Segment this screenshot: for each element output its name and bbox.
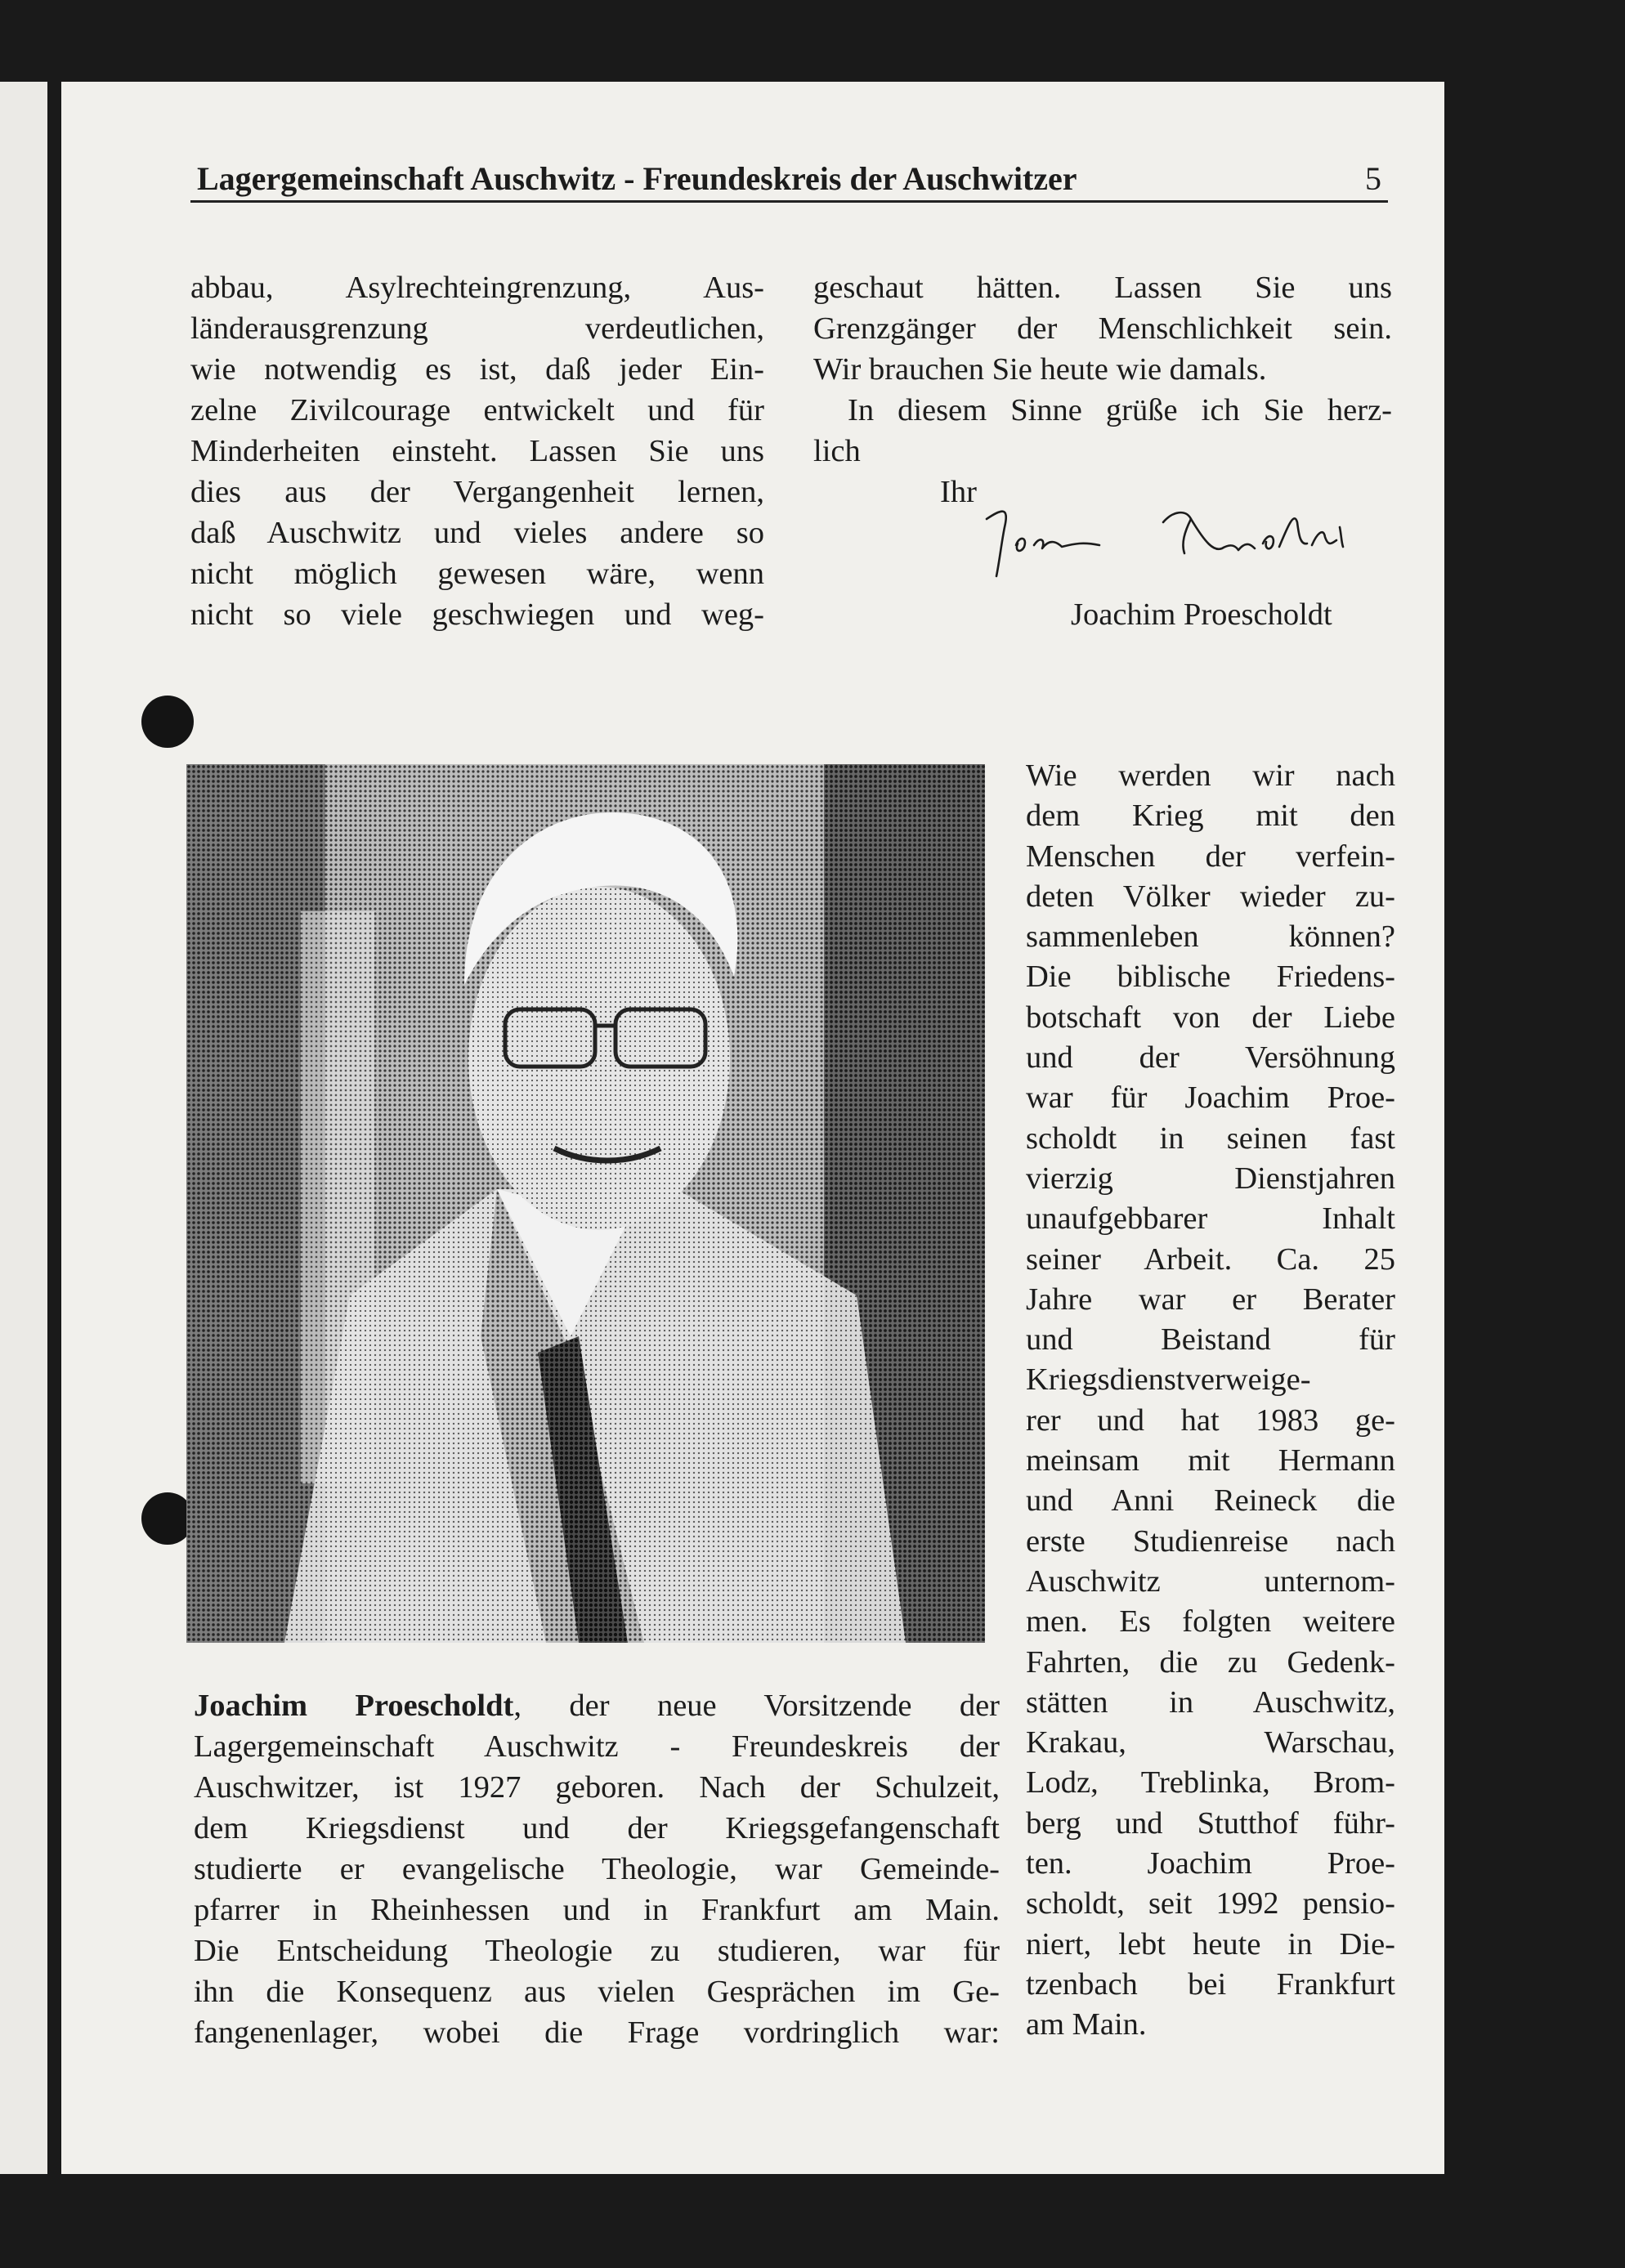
text-line: Jahre war er Berater xyxy=(1026,1282,1395,1317)
text-line: dies aus der Vergangenheit lernen, xyxy=(190,475,764,509)
text-line: länderausgrenzung verdeutlichen, xyxy=(190,311,764,346)
text-line: Die biblische Friedens- xyxy=(1026,960,1395,995)
text-line: lich xyxy=(813,434,861,468)
caption-first-line xyxy=(194,1686,1000,1727)
punch-hole xyxy=(141,696,194,748)
text-line: geschaut hätten. Lassen Sie uns xyxy=(813,271,1392,305)
text-line: dem Kriegsdienst und der Kriegsgefangenschaft xyxy=(194,1811,1000,1845)
signature-name: Joachim Proescholdt xyxy=(1071,597,1332,632)
portrait-photo xyxy=(186,764,985,1643)
text-line: tzenbach bei Frankfurt xyxy=(1026,1966,1395,2002)
text-line: scholdt, seit 1992 pensio- xyxy=(1026,1886,1395,1921)
text-line: zelne Zivilcourage entwickelt und für xyxy=(190,393,764,427)
text-line: ihn die Konsequenz aus vielen Gesprächen im Ge- xyxy=(194,1975,1000,2009)
text-line: Menschen der verfein- xyxy=(1026,839,1395,874)
text-line: Fahrten, die zu Gedenk- xyxy=(1026,1644,1395,1680)
portrait-image xyxy=(186,764,985,1643)
text-line: meinsam mit Hermann xyxy=(1026,1443,1395,1478)
text-line: sammenleben können? xyxy=(1026,919,1395,955)
text-line: pfarrer in Rheinhessen und in Frankfurt am Main. xyxy=(194,1893,1000,1927)
previous-page-edge xyxy=(0,82,47,2174)
signature-icon xyxy=(977,494,1361,584)
text-line: erste Studienreise nach xyxy=(1026,1523,1395,1559)
header-title: Lagergemeinschaft Auschwitz - Freundeskreis der Auschwitzer xyxy=(197,160,1077,197)
text-line: nicht so viele geschwiegen und weg- xyxy=(190,597,764,632)
left-column xyxy=(190,267,764,635)
text-line: studierte er evangelische Theologie, war Gemeinde- xyxy=(194,1852,1000,1886)
text-line: men. Es folgten weitere xyxy=(1026,1604,1395,1639)
text-line: Kriegsdienstverweige- xyxy=(1026,1362,1311,1398)
text-line: Auschwitzer, ist 1927 geboren. Nach der Schulzeit, xyxy=(194,1770,1000,1805)
text-line: Grenzgänger der Menschlichkeit sein. xyxy=(813,311,1392,346)
caption-first-line-rest: , der neue Vorsitzende der xyxy=(513,1689,1000,1723)
text-line: stätten in Auschwitz, xyxy=(1026,1684,1395,1720)
text-line: fangenenlager, wobei die Frage vordringlich war: xyxy=(194,2015,1000,2050)
text-line: Auschwitz unternom- xyxy=(1026,1563,1395,1599)
text-line: ten. Joachim Proe- xyxy=(1026,1846,1395,1881)
text-line: und Anni Reineck die xyxy=(1026,1483,1395,1519)
text-line: war für Joachim Proe- xyxy=(1026,1080,1395,1116)
text-line: berg und Stutthof führ- xyxy=(1026,1805,1395,1841)
text-line: botschaft von der Liebe xyxy=(1026,1000,1395,1035)
text-line: Lagergemeinschaft Auschwitz - Freundeskreis der xyxy=(194,1729,1000,1764)
text-line: wie notwendig es ist, daß jeder Ein- xyxy=(190,352,764,387)
text-line: Wie werden wir nach xyxy=(1026,758,1395,793)
text-line: Minderheiten einsteht. Lassen Sie uns xyxy=(190,434,764,468)
text-line: und der Versöhnung xyxy=(1026,1040,1395,1076)
text-line: Die Entscheidung Theologie zu studieren, war für xyxy=(194,1934,1000,1968)
text-line: abbau, Asylrechteingrenzung, Aus- xyxy=(190,271,764,305)
text-line: deten Völker wieder zu- xyxy=(1026,879,1395,914)
text-line: dem Krieg mit den xyxy=(1026,798,1395,834)
text-line: nicht möglich gewesen wäre, wenn xyxy=(190,557,764,591)
text-line: scholdt in seinen fast xyxy=(1026,1121,1395,1156)
running-header xyxy=(190,159,1388,203)
text-line: Wir brauchen Sie heute wie damals. xyxy=(813,352,1267,387)
text-line: niert, lebt heute in Die- xyxy=(1026,1926,1395,1962)
text-line: In diesem Sinne grüße ich Sie herz- xyxy=(848,393,1392,427)
text-line: unaufgebbarer Inhalt xyxy=(1026,1201,1395,1237)
caption-name: Joachim Proescholdt xyxy=(194,1689,514,1723)
text-line: und Beistand für xyxy=(1026,1322,1395,1358)
text-line: Krakau, Warschau, xyxy=(1026,1725,1395,1760)
photo-caption xyxy=(194,1686,1000,2054)
closing-ihr: Ihr xyxy=(940,475,977,509)
right-column xyxy=(1026,756,1395,2046)
page-number: 5 xyxy=(1365,160,1381,197)
text-line: Lodz, Treblinka, Brom- xyxy=(1026,1765,1395,1801)
middle-column xyxy=(813,267,1392,472)
text-line: seiner Arbeit. Ca. 25 xyxy=(1026,1241,1395,1277)
text-line: am Main. xyxy=(1026,2007,1147,2042)
text-line: rer und hat 1983 ge- xyxy=(1026,1402,1395,1438)
text-line: daß Auschwitz und vieles andere so xyxy=(190,516,764,550)
text-line: vierzig Dienstjahren xyxy=(1026,1161,1395,1196)
